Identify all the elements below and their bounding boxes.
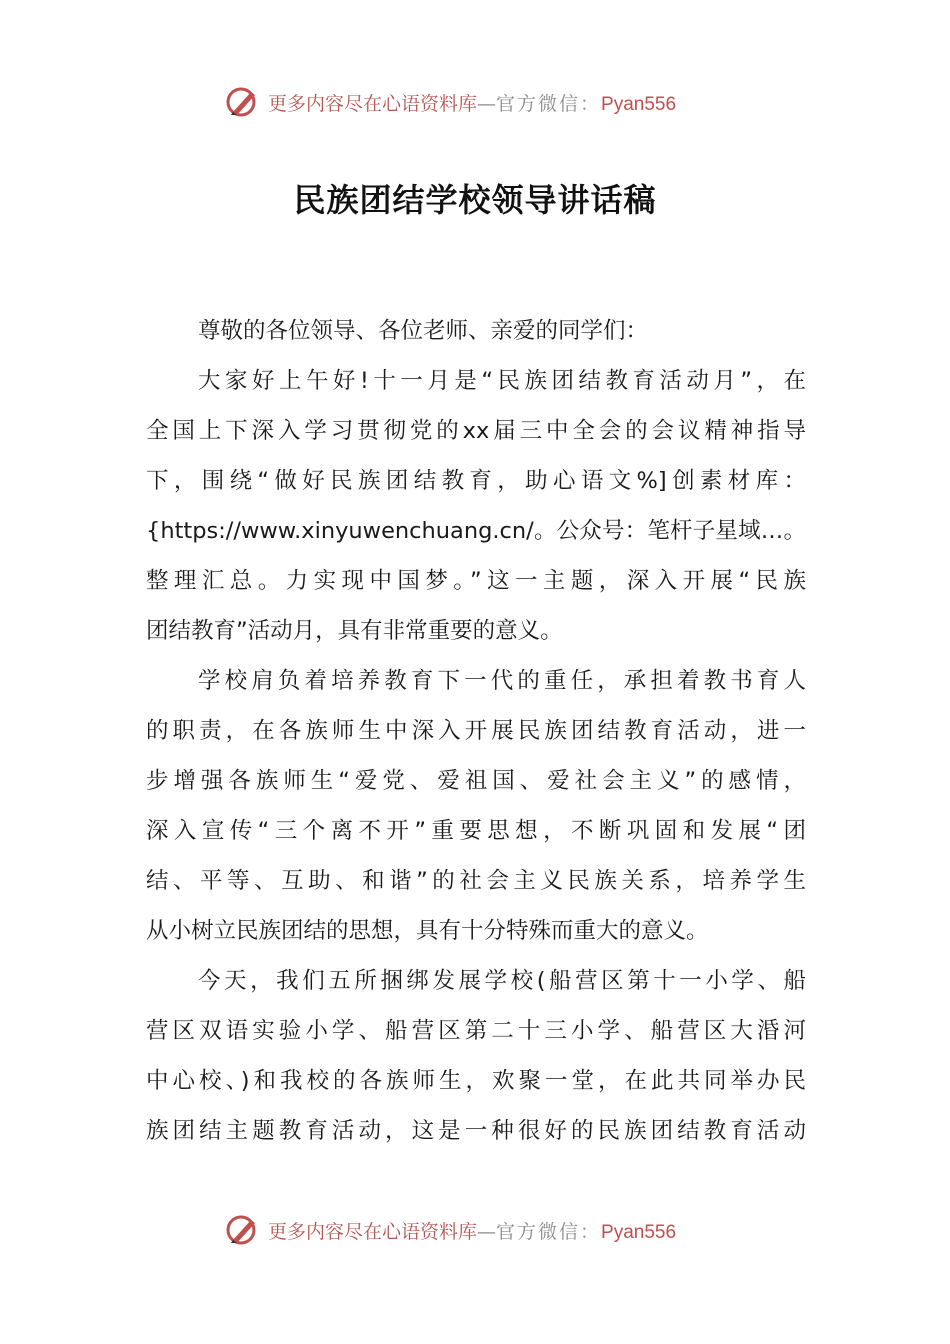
text-line: 的职责，在各族师生中深入开展民族团结教育活动，进一 [146, 718, 806, 744]
text-line: 营区双语实验小学、船营区第二十三小学、船营区大涽河 [146, 1018, 806, 1044]
text-line: 步增强各族师生“爱党、爱祖国、爱社会主义”的感情， [146, 768, 806, 794]
text-line: 今天，我们五所捆绑发展学校(船营区第十一小学、船 [198, 968, 806, 994]
banner-official-text: 官方微信： [496, 93, 602, 115]
banner-main-text: 更多内容尽在心语资料库 [268, 1221, 478, 1243]
pen-logo-icon [225, 1212, 261, 1248]
text-line: 结、平等、互助、和谐”的社会主义民族关系，培养学生 [146, 868, 806, 894]
banner-separator: — [477, 93, 497, 115]
header-banner [0, 82, 950, 122]
text-line: 大家好上午好!十一月是“民族团结教育活动月”，在 [198, 368, 806, 394]
text-line: 整理汇总。力实现中国梦。”这一主题，深入开展“民族 [146, 568, 806, 594]
text-line: 下，围绕“做好民族团结教育，助心语文%]创素材库： [146, 468, 806, 494]
document-title: 民族团结学校领导讲话稿 [293, 181, 657, 219]
text-line: 从小树立民族团结的思想，具有十分特殊而重大的意义。 [146, 918, 709, 944]
text-line: 深入宣传“三个离不开”重要思想，不断巩固和发展“团 [146, 818, 806, 844]
pen-logo-icon [225, 84, 261, 120]
text-line: 团结教育”活动月，具有非常重要的意义。 [146, 618, 563, 644]
footer-banner [0, 1210, 950, 1250]
banner-handle: Pyan556 [601, 1222, 677, 1243]
text-line: 全国上下深入学习贯彻党的xx届三中全会的会议精神指导 [146, 418, 806, 444]
text-line: 尊敬的各位领导、各位老师、亲爱的同学们： [198, 318, 649, 344]
banner-official-text: 官方微信： [496, 1221, 602, 1243]
text-line: 中心校、)和我校的各族师生，欢聚一堂，在此共同举办民 [146, 1068, 806, 1094]
banner-main-text: 更多内容尽在心语资料库 [268, 93, 478, 115]
text-line: {https://www.xinyuwenchuang.cn/。公众号：笔杆子星域…。 [146, 518, 806, 544]
banner-handle: Pyan556 [601, 94, 677, 115]
text-line: 学校肩负着培养教育下一代的重任，承担着教书育人 [198, 668, 806, 694]
text-line: 族团结主题教育活动，这是一种很好的民族团结教育活动 [146, 1118, 806, 1144]
banner-separator: — [477, 1221, 497, 1243]
document-body [146, 306, 806, 1156]
